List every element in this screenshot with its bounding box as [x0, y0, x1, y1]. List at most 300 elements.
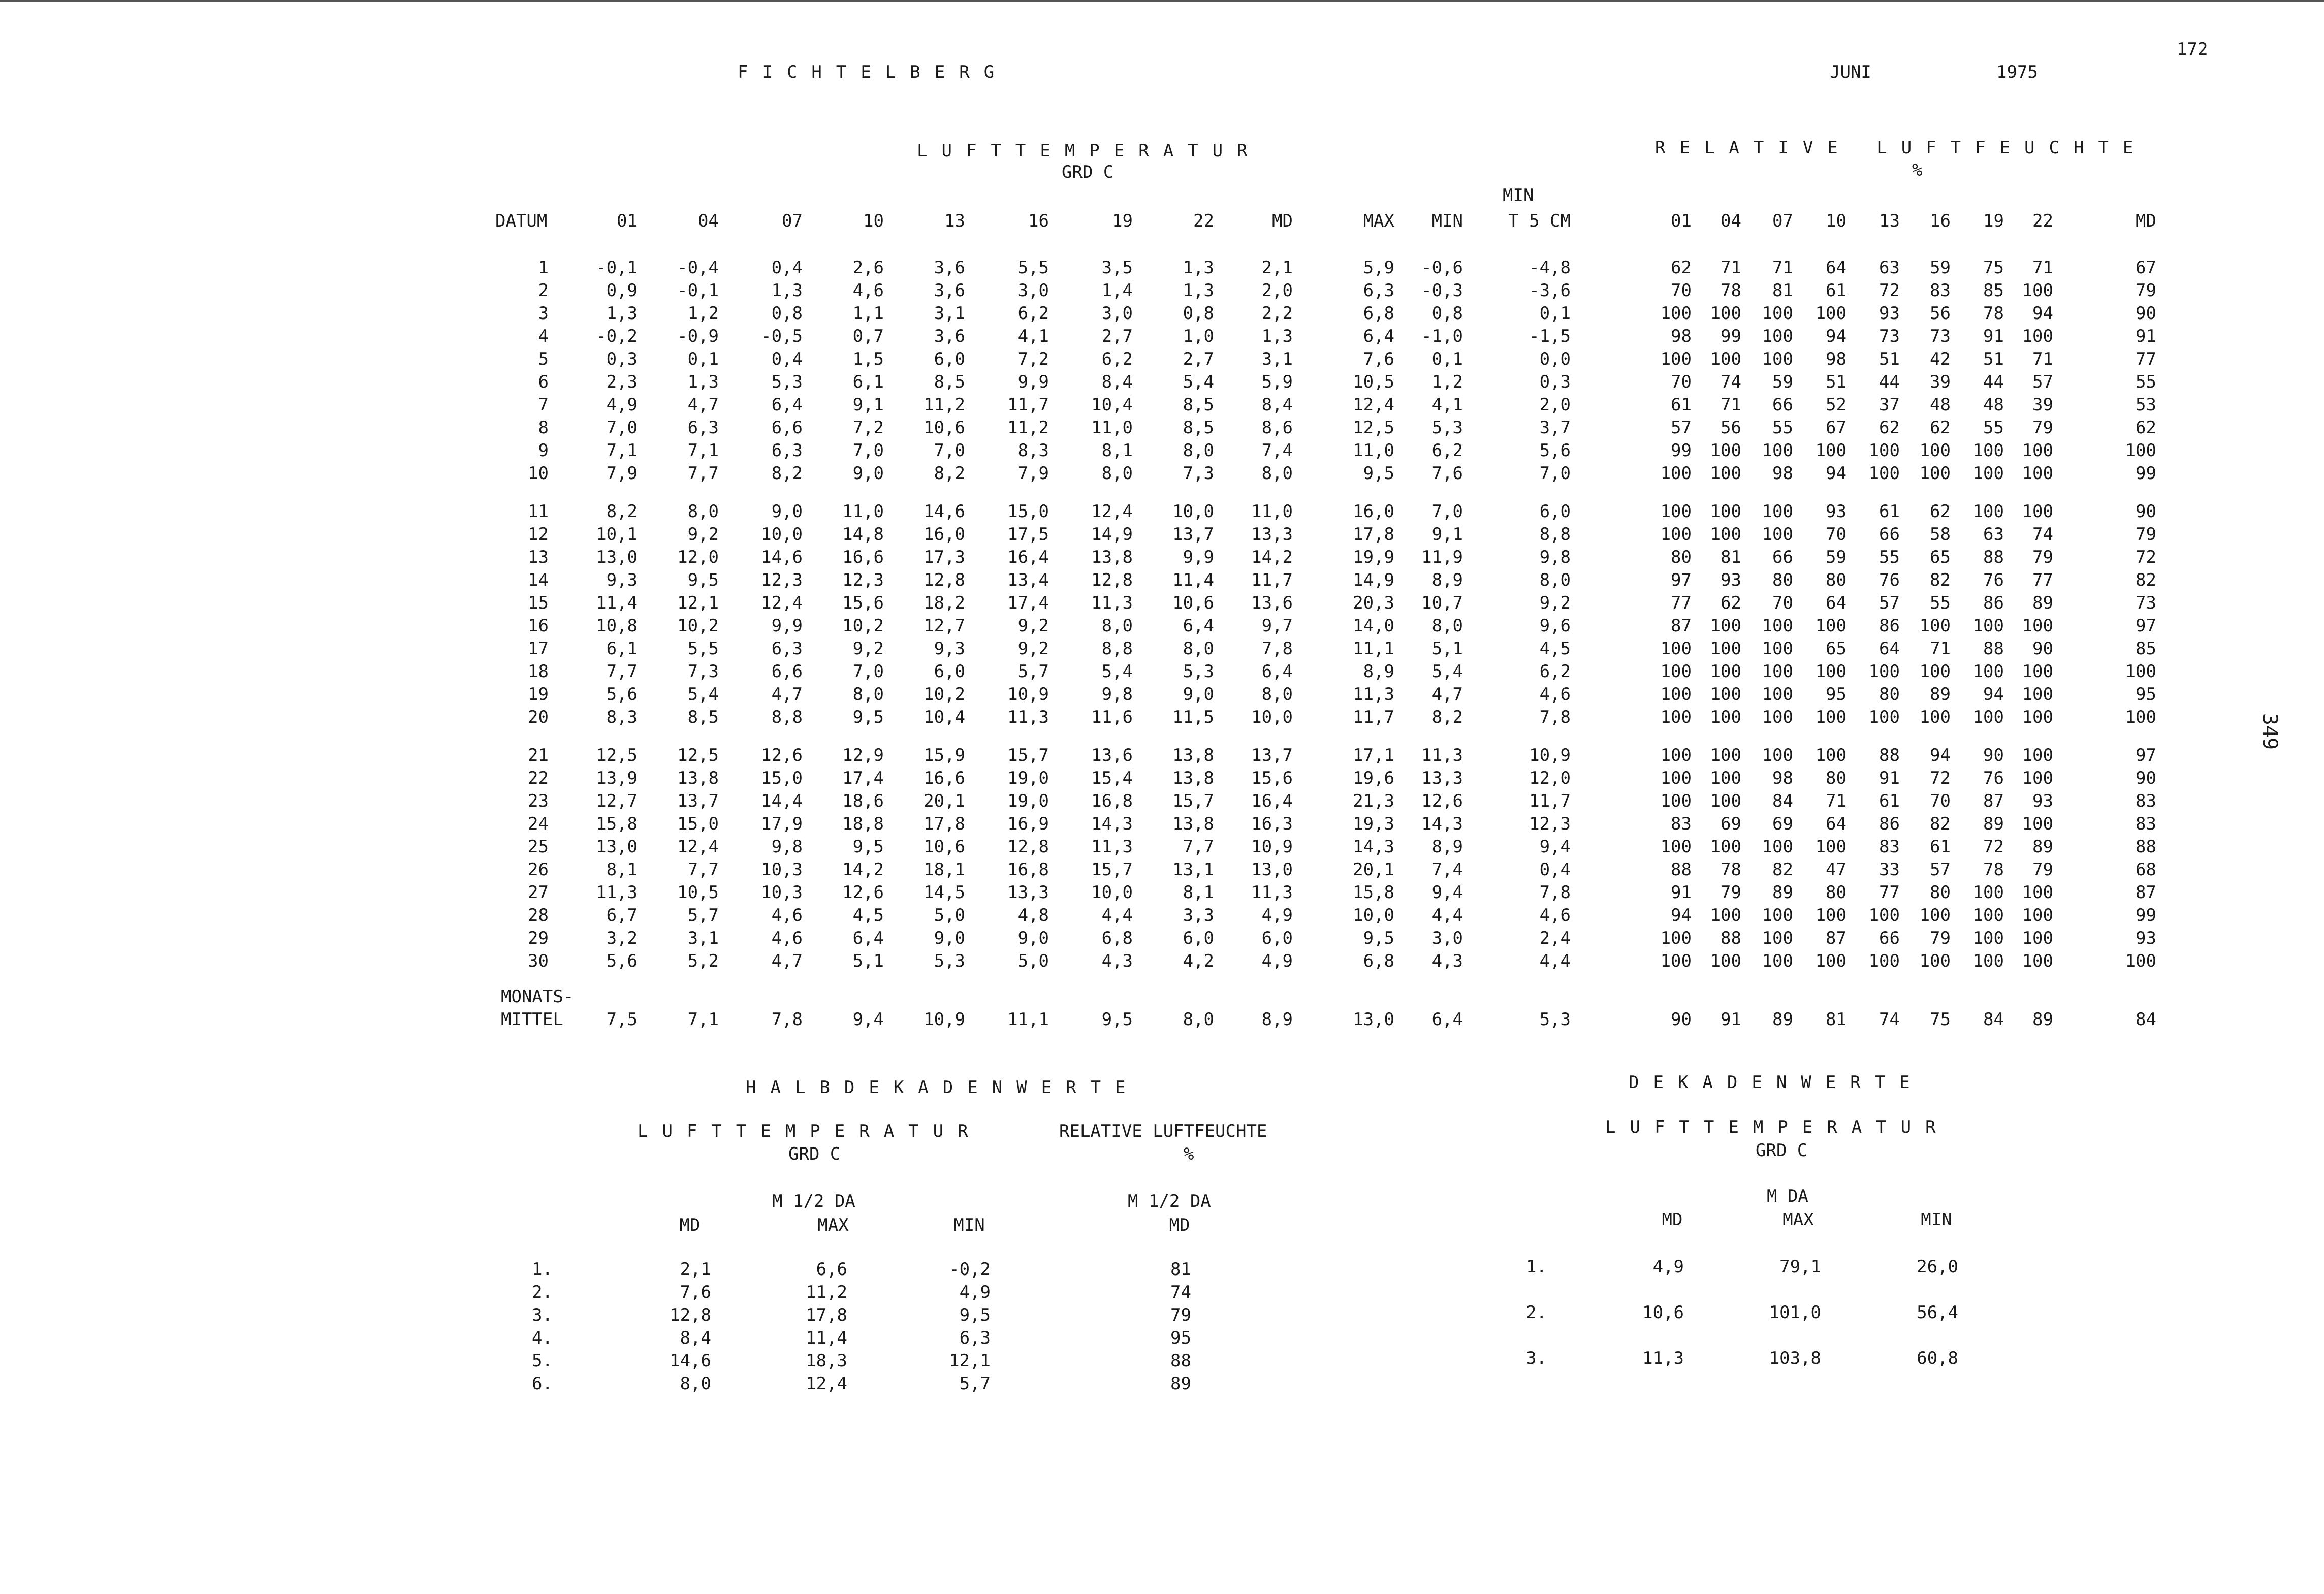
temp-cell: 0,1 [687, 349, 719, 369]
temp-mean-cell: 8,0 [1183, 1009, 1214, 1030]
temp-cell: -0,1 [596, 258, 638, 278]
rh-cell: 80 [1826, 882, 1847, 903]
rh-cell: 100 [1762, 616, 1793, 636]
rh-cell: 100 [1762, 928, 1793, 948]
rh-cell: 100 [1919, 463, 1951, 484]
rh-cell: 100 [1660, 349, 1692, 369]
temp-col-header: MIN [1431, 211, 1463, 231]
rh-cell: 74 [2032, 524, 2053, 545]
temp-cell: 13,0 [596, 837, 638, 857]
rh-cell: 100 [1762, 837, 1793, 857]
rh-cell: 100 [1762, 684, 1793, 705]
rh-cell: 62 [2136, 418, 2156, 438]
temp-cell: 9,5 [687, 570, 719, 590]
rh-cell: 100 [1660, 463, 1692, 484]
halbdekade-cell: 95 [1170, 1328, 1191, 1348]
dekade-m-da: M DA [1767, 1186, 1808, 1206]
temp-cell: 13,7 [1172, 524, 1214, 545]
temp-cell: 13,1 [1172, 859, 1214, 880]
temp-cell: 7,8 [1539, 707, 1571, 727]
temp-cell: 6,1 [606, 639, 638, 659]
rh-col-header: 01 [1671, 211, 1692, 231]
temp-cell: 1,4 [1101, 280, 1133, 301]
temp-cell: 6,2 [1017, 303, 1049, 324]
temp-col-header: MD [1272, 211, 1293, 231]
rh-cell: 62 [1879, 418, 1900, 438]
temp-cell: 10,4 [924, 707, 965, 727]
temp-cell: 14,8 [842, 524, 884, 545]
rh-cell: 100 [1972, 440, 2004, 461]
halbdekade-cell: 11,4 [806, 1328, 847, 1348]
rh-cell: 62 [1930, 501, 1951, 522]
temp-cell: 6,4 [852, 928, 884, 948]
temp-cell: 4,5 [1539, 639, 1571, 659]
rh-cell: 100 [1710, 463, 1741, 484]
day-number: 9 [538, 440, 549, 461]
halbdekade-col-rh-md: MD [1169, 1215, 1190, 1235]
rh-mean-cell: 84 [1983, 1009, 2004, 1030]
day-number: 3 [538, 303, 549, 324]
temp-cell: 10,4 [1091, 395, 1133, 415]
temp-cell: 9,0 [1017, 928, 1049, 948]
day-number: 20 [528, 707, 549, 727]
temp-cell: 17,8 [1353, 524, 1394, 545]
day-number: 8 [538, 418, 549, 438]
halbdekade-rh-unit: % [1184, 1144, 1194, 1164]
rh-mean-cell: 84 [2136, 1009, 2156, 1030]
temp-cell: 10,5 [1353, 372, 1394, 392]
dekade-cell: 79,1 [1779, 1257, 1821, 1277]
temp-cell: 9,1 [852, 395, 884, 415]
temp-col-header: 16 [1028, 211, 1049, 231]
temp-cell: 0,9 [606, 280, 638, 301]
temp-cell: 6,2 [1539, 661, 1571, 682]
temp-cell: 8,0 [1101, 463, 1133, 484]
temp-cell: 16,8 [1007, 859, 1049, 880]
rh-cell: 65 [1930, 547, 1951, 567]
temp-cell: 11,5 [1172, 707, 1214, 727]
temp-cell: 5,3 [771, 372, 803, 392]
temp-cell: 4,7 [1431, 684, 1463, 705]
temp-cell: 6,0 [1183, 928, 1214, 948]
temp-cell: 8,9 [1431, 570, 1463, 590]
halbdekade-index: 1. [532, 1259, 553, 1280]
day-number: 21 [528, 745, 549, 766]
rh-cell: 95 [2136, 684, 2156, 705]
rh-cell: 100 [2022, 707, 2053, 727]
rh-cell: 88 [1671, 859, 1692, 880]
station-name: FICHTELBERG [738, 62, 1009, 82]
temp-cell: 8,0 [1261, 684, 1293, 705]
temp-cell: 4,9 [1261, 951, 1293, 971]
rh-cell: 78 [1983, 303, 2004, 324]
rh-cell: 100 [2125, 951, 2156, 971]
temp-cell: 14,3 [1421, 814, 1463, 834]
rh-cell: 93 [2032, 791, 2053, 811]
halbdekade-cell: 18,3 [806, 1351, 847, 1371]
day-number: 16 [528, 616, 549, 636]
halbdekade-cell: 8,4 [680, 1328, 711, 1348]
rh-cell: 82 [1772, 859, 1793, 880]
halbdekade-m-half-rh: M 1/2 DA [1128, 1191, 1211, 1212]
rh-cell: 55 [2136, 372, 2156, 392]
temp-cell: 1,0 [1183, 326, 1214, 346]
rh-cell: 100 [1660, 951, 1692, 971]
temp-cell: 7,8 [1539, 882, 1571, 903]
temp-cell: 10,3 [761, 859, 803, 880]
temp-cell: 12,8 [1091, 570, 1133, 590]
dekade-cell: 4,9 [1652, 1257, 1684, 1277]
rh-col-header: 04 [1721, 211, 1741, 231]
rh-cell: 100 [1660, 661, 1692, 682]
temp-cell: 3,0 [1431, 928, 1463, 948]
temp-cell: 6,4 [1261, 661, 1293, 682]
rh-cell: 100 [2022, 768, 2053, 788]
temp-cell: 7,6 [1363, 349, 1394, 369]
rh-cell: 71 [1826, 791, 1847, 811]
rh-cell: 79 [1930, 928, 1951, 948]
halbdekade-cell: 14,6 [670, 1351, 711, 1371]
temp-cell: 12,5 [596, 745, 638, 766]
rh-cell: 100 [2022, 905, 2053, 926]
temp-cell: 1,5 [852, 349, 884, 369]
temp-cell: 4,2 [1183, 951, 1214, 971]
temp-cell: -3,6 [1529, 280, 1571, 301]
temp-cell: 13,3 [1421, 768, 1463, 788]
rh-cell: 100 [1815, 303, 1847, 324]
dekade-cell: 60,8 [1917, 1348, 1958, 1368]
rh-cell: 83 [2136, 814, 2156, 834]
dekade-cell: 11,3 [1642, 1348, 1684, 1368]
rh-cell: 86 [1983, 593, 2004, 613]
day-number: 6 [538, 372, 549, 392]
rh-cell: 100 [2125, 440, 2156, 461]
day-number: 10 [528, 463, 549, 484]
temp-mean-cell: 7,8 [771, 1009, 803, 1030]
rh-cell: 100 [1660, 707, 1692, 727]
temp-cell: -1,5 [1529, 326, 1571, 346]
temp-cell: 7,4 [1261, 440, 1293, 461]
rh-cell: 98 [1826, 349, 1847, 369]
temp-cell: 16,8 [1091, 791, 1133, 811]
temp-cell: 1,3 [1183, 258, 1214, 278]
rh-cell: 91 [1983, 326, 2004, 346]
temp-cell: 13,6 [1091, 745, 1133, 766]
temp-cell: 7,0 [1539, 463, 1571, 484]
rh-cell: 97 [1671, 570, 1692, 590]
dekade-index: 2. [1526, 1302, 1547, 1323]
rh-cell: 64 [1826, 258, 1847, 278]
rh-cell: 99 [2136, 463, 2156, 484]
rh-cell: 42 [1930, 349, 1951, 369]
temp-cell: 2,6 [852, 258, 884, 278]
day-number: 17 [528, 639, 549, 659]
temp-cell: 12,6 [842, 882, 884, 903]
rh-cell: 100 [1710, 905, 1741, 926]
day-number: 1 [538, 258, 549, 278]
temp-cell: 14,3 [1353, 837, 1394, 857]
rh-cell: 100 [1762, 303, 1793, 324]
day-number: 19 [528, 684, 549, 705]
rh-cell: 100 [1762, 661, 1793, 682]
temp-cell: 15,7 [1172, 791, 1214, 811]
temp-cell: 9,5 [852, 837, 884, 857]
temp-cell: 4,4 [1539, 951, 1571, 971]
rh-cell: 100 [1815, 837, 1847, 857]
temp-cell: 10,0 [1251, 707, 1293, 727]
temp-cell: 3,1 [1261, 349, 1293, 369]
rh-cell: 100 [1710, 768, 1741, 788]
temp-cell: 8,4 [1261, 395, 1293, 415]
temp-cell: 16,9 [1007, 814, 1049, 834]
temp-cell: 14,9 [1353, 570, 1394, 590]
temp-cell: 7,1 [687, 440, 719, 461]
rh-cell: 100 [1868, 707, 1900, 727]
rh-cell: 100 [1660, 684, 1692, 705]
temp-cell: 10,3 [761, 882, 803, 903]
rh-cell: 89 [2032, 593, 2053, 613]
rh-cell: 62 [1721, 593, 1741, 613]
rh-cell: 56 [1721, 418, 1741, 438]
temp-cell: 8,2 [1431, 707, 1463, 727]
temp-cell: 19,0 [1007, 768, 1049, 788]
temp-cell: 8,5 [934, 372, 965, 392]
month-label: JUNI [1830, 62, 1871, 82]
temp-cell: 0,1 [1539, 303, 1571, 324]
rh-col-header: 22 [2032, 211, 2053, 231]
rh-cell: 70 [1772, 593, 1793, 613]
temp-cell: 8,0 [1101, 616, 1133, 636]
temp-cell: 18,8 [842, 814, 884, 834]
day-number: 18 [528, 661, 549, 682]
rh-cell: 80 [1930, 882, 1951, 903]
temp-cell: 12,4 [1353, 395, 1394, 415]
day-number: 27 [528, 882, 549, 903]
temp-cell: 10,8 [596, 616, 638, 636]
temp-cell: 13,3 [1007, 882, 1049, 903]
temp-cell: 15,0 [1007, 501, 1049, 522]
rh-cell: 93 [1826, 501, 1847, 522]
temp-col-header: 01 [617, 211, 638, 231]
temp-cell: 9,9 [771, 616, 803, 636]
temp-cell: 6,4 [1183, 616, 1214, 636]
rh-mean-cell: 91 [1721, 1009, 1741, 1030]
temp-cell: 4,1 [1017, 326, 1049, 346]
rh-cell: 77 [2032, 570, 2053, 590]
rh-cell: 100 [2022, 745, 2053, 766]
temp-cell: 0,8 [1431, 303, 1463, 324]
day-number: 23 [528, 791, 549, 811]
temp-cell: 11,3 [1251, 882, 1293, 903]
rh-cell: 66 [1772, 395, 1793, 415]
day-number: 5 [538, 349, 549, 369]
temp-cell: 1,2 [687, 303, 719, 324]
temp-cell: 9,6 [1539, 616, 1571, 636]
temp-cell: 19,9 [1353, 547, 1394, 567]
temp-cell: 3,1 [934, 303, 965, 324]
rh-cell: 94 [2032, 303, 2053, 324]
rh-cell: 100 [1919, 661, 1951, 682]
temp-cell: 0,4 [771, 258, 803, 278]
temp-cell: 9,0 [771, 501, 803, 522]
temp-cell: 3,6 [934, 258, 965, 278]
temp-cell: 3,1 [687, 928, 719, 948]
rh-cell: 66 [1772, 547, 1793, 567]
rh-cell: 100 [1972, 463, 2004, 484]
mean-label-line2: MITTEL [501, 1009, 563, 1030]
rh-cell: 87 [1826, 928, 1847, 948]
rh-cell: 100 [1815, 905, 1847, 926]
temp-cell: 4,1 [1431, 395, 1463, 415]
temp-cell: 11,0 [1353, 440, 1394, 461]
rh-cell: 88 [1983, 547, 2004, 567]
rh-cell: 100 [2022, 463, 2053, 484]
rh-cell: 88 [1879, 745, 1900, 766]
temp-cell: 4,8 [1017, 905, 1049, 926]
rh-cell: 100 [1919, 707, 1951, 727]
temp-cell: 15,8 [596, 814, 638, 834]
rh-section-title: RELATIVE LUFTFEUCHTE [1655, 138, 2148, 158]
rh-cell: 81 [1721, 547, 1741, 567]
temp-cell: 8,8 [1101, 639, 1133, 659]
temp-cell: 7,0 [606, 418, 638, 438]
rh-cell: 100 [1710, 501, 1741, 522]
temp-cell: 4,7 [771, 684, 803, 705]
temp-cell: 3,6 [934, 280, 965, 301]
rh-cell: 37 [1879, 395, 1900, 415]
temp-mean-cell: 7,1 [687, 1009, 719, 1030]
rh-cell: 59 [1930, 258, 1951, 278]
rh-col-header: 19 [1983, 211, 2004, 231]
halbdekade-cell: 8,0 [680, 1374, 711, 1394]
rh-cell: 100 [1762, 501, 1793, 522]
rh-mean-cell: 75 [1930, 1009, 1951, 1030]
temp-mean-cell: 7,5 [606, 1009, 638, 1030]
temp-cell: 0,8 [771, 303, 803, 324]
temp-cell: -0,4 [677, 258, 719, 278]
dekade-cell: 10,6 [1642, 1302, 1684, 1323]
rh-cell: 73 [1879, 326, 1900, 346]
temp-cell: 4,6 [1539, 905, 1571, 926]
temp-col-header: 22 [1193, 211, 1214, 231]
temp-cell: 2,7 [1101, 326, 1133, 346]
temp-cell: 13,0 [596, 547, 638, 567]
halbdekade-cell: 2,1 [680, 1259, 711, 1280]
rh-cell: 59 [1772, 372, 1793, 392]
rh-cell: 83 [1671, 814, 1692, 834]
year-label: 1975 [1996, 62, 2038, 82]
temp-cell: 3,2 [606, 928, 638, 948]
rh-cell: 78 [1983, 859, 2004, 880]
rh-cell: 100 [1762, 707, 1793, 727]
temp-cell: 6,0 [934, 661, 965, 682]
rh-cell: 100 [1815, 616, 1847, 636]
temp-cell: 7,0 [852, 661, 884, 682]
rh-cell: 82 [2136, 570, 2156, 590]
temp-cell: 8,2 [771, 463, 803, 484]
day-number: 29 [528, 928, 549, 948]
temp-cell: 18,2 [924, 593, 965, 613]
rh-mean-cell: 89 [2032, 1009, 2053, 1030]
halbdekade-index: 5. [532, 1351, 553, 1371]
dekade-title: DEKADENWERTE [1629, 1072, 1924, 1093]
rh-cell: 100 [1815, 951, 1847, 971]
rh-cell: 100 [1919, 951, 1951, 971]
mean-label-line1: MONATS- [501, 986, 574, 1007]
temp-cell: 11,7 [1251, 570, 1293, 590]
temp-cell: 11,3 [1091, 837, 1133, 857]
temp-cell: 6,6 [771, 661, 803, 682]
rh-cell: 72 [1930, 768, 1951, 788]
rh-cell: 89 [1930, 684, 1951, 705]
temp-cell: 11,7 [1353, 707, 1394, 727]
rh-cell: 48 [1930, 395, 1951, 415]
temp-cell: 15,6 [842, 593, 884, 613]
temp-cell: 8,0 [1183, 639, 1214, 659]
temp-cell: 9,2 [1017, 616, 1049, 636]
rh-cell: 100 [1972, 905, 2004, 926]
rh-cell: 100 [2022, 440, 2053, 461]
rh-cell: 93 [2136, 928, 2156, 948]
rh-cell: 97 [2136, 616, 2156, 636]
rh-cell: 93 [1879, 303, 1900, 324]
temp-cell: -0,1 [677, 280, 719, 301]
rh-cell: 70 [1671, 372, 1692, 392]
temp-cell: 14,6 [761, 547, 803, 567]
halbdekade-cell: 7,6 [680, 1282, 711, 1302]
rh-cell: 100 [1710, 303, 1741, 324]
temp-cell: 11,6 [1091, 707, 1133, 727]
temp-cell: 7,2 [852, 418, 884, 438]
temp-cell: 9,5 [1363, 928, 1394, 948]
temp-cell: 6,6 [771, 418, 803, 438]
rh-cell: 85 [2136, 639, 2156, 659]
temp-cell: 12,5 [677, 745, 719, 766]
temp-cell: 8,0 [1183, 440, 1214, 461]
temp-cell: 3,3 [1183, 905, 1214, 926]
temp-cell: 6,8 [1363, 303, 1394, 324]
day-number: 13 [528, 547, 549, 567]
rh-cell: 79 [2032, 547, 2053, 567]
rh-col-header: 07 [1772, 211, 1793, 231]
temp-cell: 6,3 [771, 639, 803, 659]
rh-cell: 91 [2136, 326, 2156, 346]
temp-cell: 13,7 [677, 791, 719, 811]
rh-cell: 91 [1671, 882, 1692, 903]
halbdekade-cell: 79 [1170, 1305, 1191, 1325]
rh-cell: 61 [1930, 837, 1951, 857]
temp-cell: 19,6 [1353, 768, 1394, 788]
rh-cell: 87 [1671, 616, 1692, 636]
rh-cell: 98 [1772, 463, 1793, 484]
rh-mean-cell: 90 [1671, 1009, 1692, 1030]
temp-cell: 14,0 [1353, 616, 1394, 636]
temp-cell: 13,8 [1172, 768, 1214, 788]
temp-cell: -4,8 [1529, 258, 1571, 278]
temp-cell: 9,4 [1431, 882, 1463, 903]
temp-cell: 6,3 [771, 440, 803, 461]
rh-cell: 100 [1762, 349, 1793, 369]
rh-cell: 62 [1930, 418, 1951, 438]
rh-cell: 90 [2136, 768, 2156, 788]
rh-cell: 100 [1972, 928, 2004, 948]
rh-cell: 97 [2136, 745, 2156, 766]
day-number: 11 [528, 501, 549, 522]
rh-cell: 100 [1762, 440, 1793, 461]
rh-cell: 66 [1879, 524, 1900, 545]
temp-mean-cell: 9,5 [1101, 1009, 1133, 1030]
temp-cell: 11,2 [1007, 418, 1049, 438]
